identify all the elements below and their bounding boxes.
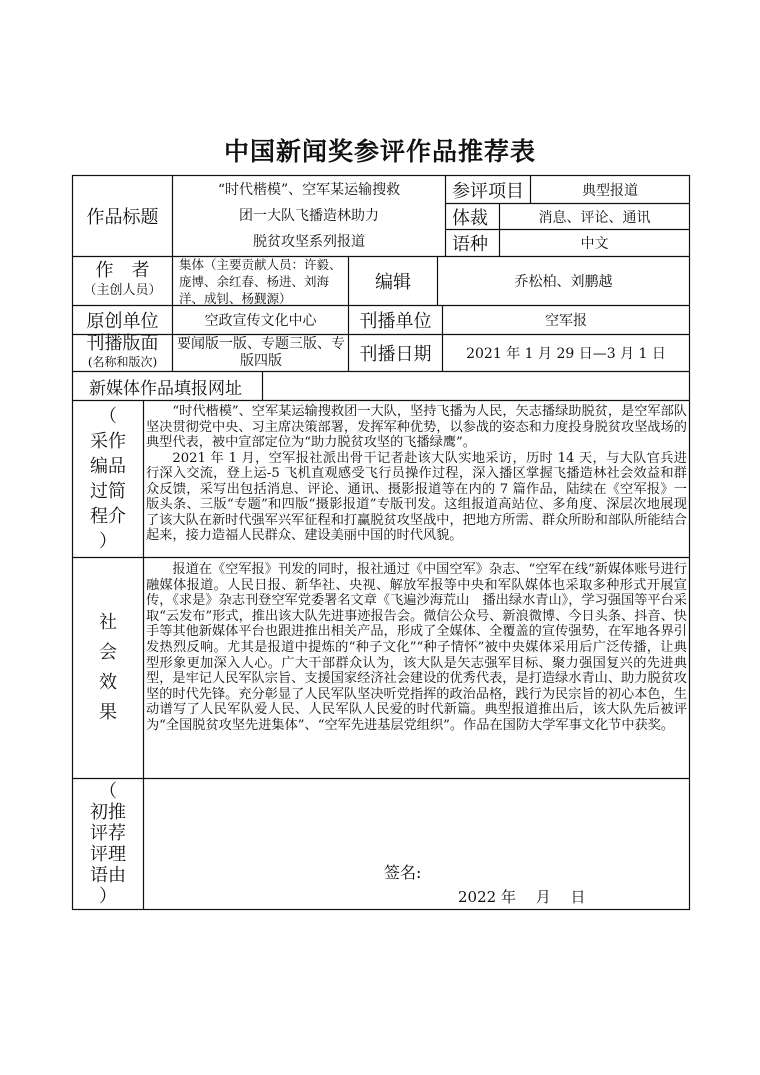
- publish-unit-value: 空军报: [545, 313, 587, 329]
- label-author: 作 者: [95, 260, 150, 281]
- label-recommendation: [73, 779, 143, 909]
- label-effect-part: 效: [99, 672, 117, 693]
- original-unit-value: 空政宣传文化中心: [204, 313, 317, 329]
- label-rec-part: ）: [99, 886, 117, 907]
- label-process-part: 程介: [90, 506, 126, 527]
- signature-label: 签名:: [384, 862, 422, 882]
- label-rec-part: 评荐: [90, 823, 126, 844]
- label-process-part: 过简: [90, 481, 126, 502]
- work-title-value: [173, 176, 445, 256]
- layout-label-cell: [73, 335, 172, 371]
- editor-value: 乔松柏、刘鹏越: [514, 274, 613, 290]
- work-title-line: 团一大队飞播造林助力: [239, 208, 379, 224]
- label-new-media-url: 新媒体作品填报网址: [89, 378, 242, 399]
- label-language: 语种: [452, 234, 488, 255]
- label-rec-part: 评理: [90, 844, 126, 865]
- process-paragraph: “时代楷模”、空军某运输搜救团一大队，坚持飞播为人民，矢志播绿助脱贫，是空军部队坚决贯彻党中央、习主席决策部署，发挥军种优势，以参战的姿态和力度投身脱贫攻坚战场的典型代表，被中宣部定位为“助力脱贫攻坚的飞播绿鹰”。: [146, 404, 687, 450]
- label-award-item: 参评项目: [452, 180, 524, 202]
- award-item-value: 典型报道: [582, 182, 638, 199]
- label-effect-part: 社: [99, 612, 117, 633]
- author-label-cell: [73, 257, 172, 305]
- work-title-line: “时代楷模”、空军某运输搜救: [217, 182, 401, 198]
- layout-value: 要闻版一版、专题三版、专版四版: [177, 336, 345, 369]
- label-effect-part: 果: [99, 702, 117, 723]
- publish-date-value: 2021 年 1 月 29 日—3 月 1 日: [466, 346, 666, 362]
- label-rec-part: 语由: [90, 865, 126, 886]
- process-text: [146, 404, 687, 556]
- social-effect-text: [146, 562, 687, 776]
- effect-paragraph: 报道在《空军报》刊发的同时，报社通过《中国空军》杂志、“空军在线”新媒体账号进行融媒体报道。人民日报、新华社、央视、解放军报等中央和军队媒体也采取多种形式开展宣传，《求是》杂志刊登空军党委署名文章《飞遍沙海荒山 播出绿水青山》，学习强国等平台采取“云发布”形式，推出该大队先进事迹报告会。微信公众号、新浪微博、今日头条、抖音、快手等其他新媒体平台也跟进推出相关产品，形成了全媒体、全覆盖的宣传强势，在军地各界引发热烈反响。尤其是报道中提炼的“种子文化”“种子情怀”被中央媒体采用后广泛传播，让典型形象更加深入人心。广大干部群众认为，该大队是矢志强军目标、聚力强国复兴的先进典型，是牢记人民军队宗旨、支援国家经济社会建设的优秀代表，是打造绿水青山、助力脱贫攻坚的时代先锋。充分彰显了人民军队坚决听党指挥的政治品格，践行为民宗旨的初心本色，生动谱写了人民军队爱人民、人民军队人民爱的时代新篇。典型报道推出后，该大队先后被评为“全国脱贫攻坚先进集体”、“空军先进基层党组织”。作品在国防大学军事文化节中获奖。: [146, 562, 687, 733]
- label-process-part: 采作: [90, 431, 126, 452]
- label-work-title: 作品标题: [86, 207, 159, 228]
- document-title: 中国新闻奖参评作品推荐表: [223, 137, 536, 166]
- label-process-part: 编品: [90, 456, 126, 477]
- label-rec-part: 初推: [90, 802, 126, 823]
- label-original-unit: 原创单位: [86, 311, 159, 332]
- label-layout-note: (名称和版次): [87, 355, 158, 369]
- label-process-part: （: [99, 406, 117, 427]
- new-media-url-value[interactable]: [263, 372, 689, 400]
- label-editor: 编辑: [375, 272, 411, 293]
- label-author-note: （主创人员）: [83, 283, 162, 298]
- language-value: 中文: [580, 236, 609, 252]
- label-social-effect: [73, 558, 143, 778]
- process-paragraph: 2021 年 1 月，空军报社派出骨干记者赴该大队实地采访，历时 14 天，与大队官兵进行深入交流，登上运-5 飞机直观感受飞行员操作过程，深入播区掌握飞播造林社会效益和群众反馈，采写出包括消息、评论、通讯、摄影报道等在内的 7 篇作品，陆续在《空军报》一版头条、三版“专题”和四版“摄影报道”专版刊发。这组报道高站位、多角度、深层次地展现了该大队在新时代强军兴军征程和打赢脱贫攻坚战中，把地方所需、群众所盼和部队所能结合起来，接力造福人民群众、建设美丽中国的时代风貌。: [146, 450, 687, 543]
- label-process: [73, 401, 143, 557]
- author-value: 集体（主要贡献人员：许毅、庞博、余红春、杨进、刘海洋、成钊、杨觐源）: [179, 256, 342, 306]
- signature-date: 2022 年 月 日: [458, 887, 586, 906]
- label-rec-part: （: [99, 781, 117, 802]
- genre-value: 消息、评论、通讯: [538, 209, 651, 226]
- work-title-line: 脱贫攻坚系列报道: [253, 234, 365, 250]
- label-process-part: ）: [99, 531, 117, 552]
- label-publish-date: 刊播日期: [359, 344, 432, 365]
- label-layout: 刊播版面: [86, 333, 159, 354]
- label-effect-part: 会: [99, 642, 117, 663]
- label-genre: 体裁: [452, 207, 488, 229]
- label-publish-unit: 刊播单位: [359, 311, 432, 332]
